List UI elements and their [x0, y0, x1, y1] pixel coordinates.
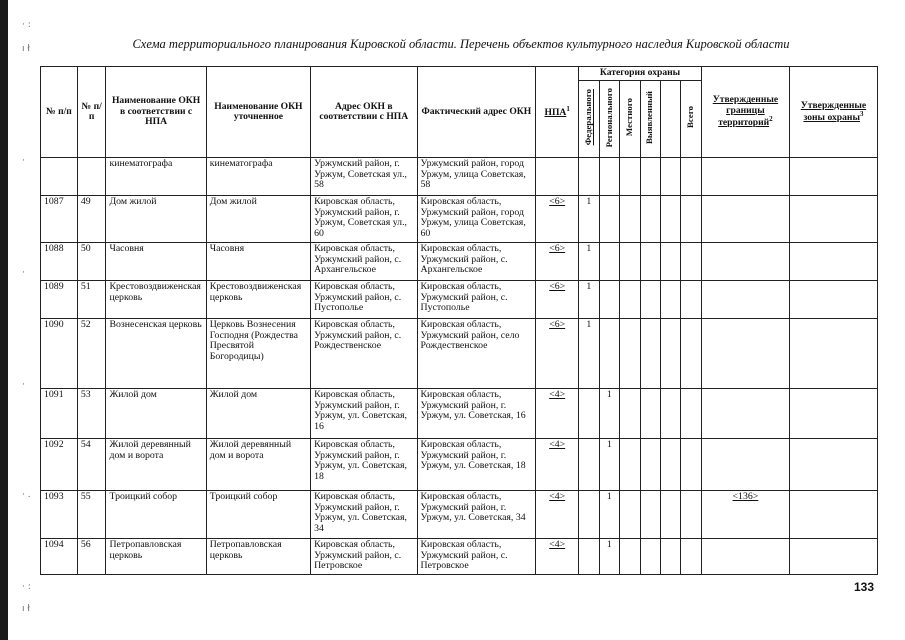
- cell-address-actual: Уржумский район, город Уржум, улица Советская, 58: [417, 158, 536, 196]
- cell-num-local: 54: [77, 439, 106, 491]
- table-row: [41, 196, 878, 243]
- cell-num: 1090: [41, 319, 78, 389]
- cell-npa: <4>: [536, 539, 579, 575]
- cell-federal: 1: [579, 319, 599, 389]
- cell-zones: [789, 196, 877, 243]
- cell-federal: 1: [579, 196, 599, 243]
- header-cat-local: Местного: [620, 81, 640, 158]
- cell-name-clarified: Троицкий собор: [206, 491, 310, 539]
- cell-identified: [640, 281, 660, 319]
- cell-num: 1092: [41, 439, 78, 491]
- cell-spacer: [660, 281, 680, 319]
- cell-local: [620, 319, 640, 389]
- cell-regional: [599, 243, 619, 281]
- table-row: [41, 439, 878, 491]
- cell-identified: [640, 243, 660, 281]
- cell-federal: 1: [579, 243, 599, 281]
- cell-regional: [599, 281, 619, 319]
- cell-num-local: [77, 158, 106, 196]
- cell-spacer: [660, 243, 680, 281]
- cell-name-npa: Часовня: [106, 243, 206, 281]
- cell-npa: <6>: [536, 196, 579, 243]
- cell-num-local: 53: [77, 389, 106, 439]
- cell-boundaries: [701, 196, 789, 243]
- cell-npa: <4>: [536, 491, 579, 539]
- heritage-objects-table: [40, 66, 878, 575]
- cell-address-npa: Кировская область, Уржумский район, г. Уржум, Советская ул., 60: [311, 196, 417, 243]
- cell-zones: [789, 389, 877, 439]
- cell-spacer: [660, 389, 680, 439]
- cell-boundaries: [701, 319, 789, 389]
- table-row: [41, 389, 878, 439]
- cell-federal: [579, 158, 599, 196]
- header-cat-identified: Выявленный: [640, 81, 660, 158]
- cell-boundaries: <136>: [701, 491, 789, 539]
- table-row: [41, 243, 878, 281]
- cell-spacer: [660, 196, 680, 243]
- cell-spacer: [660, 539, 680, 575]
- cell-local: [620, 539, 640, 575]
- header-address-npa: Адрес ОКН в соответствии с НПА: [311, 67, 417, 158]
- cell-identified: [640, 158, 660, 196]
- cell-npa: <6>: [536, 319, 579, 389]
- cell-local: [620, 389, 640, 439]
- header-num: № п/п: [41, 67, 78, 158]
- header-address-actual: Фактический адрес ОКН: [417, 67, 536, 158]
- cell-num-local: 51: [77, 281, 106, 319]
- cell-identified: [640, 319, 660, 389]
- cell-name-clarified: Дом жилой: [206, 196, 310, 243]
- cell-local: [620, 439, 640, 491]
- cell-local: [620, 491, 640, 539]
- cell-total: [681, 196, 702, 243]
- cell-name-clarified: Часовня: [206, 243, 310, 281]
- cell-regional: [599, 158, 619, 196]
- scan-edge: [0, 0, 8, 640]
- cell-zones: [789, 439, 877, 491]
- cell-address-npa: Кировская область, Уржумский район, г. Уржум, ул. Советская, 34: [311, 491, 417, 539]
- header-approved-boundaries: Утвержденные границы территорий$^2$: [701, 67, 789, 158]
- header-name-clarified: Наименование ОКН уточненное: [206, 67, 310, 158]
- cell-spacer: [660, 319, 680, 389]
- cell-local: [620, 281, 640, 319]
- cell-federal: [579, 491, 599, 539]
- table-row: [41, 319, 878, 389]
- cell-address-npa: Кировская область, Уржумский район, с. Рождественское: [311, 319, 417, 389]
- cell-zones: [789, 158, 877, 196]
- cell-name-clarified: Крестовоздвиженская церковь: [206, 281, 310, 319]
- cell-name-clarified: Церковь Вознесения Господня (Рождества Пресвятой Богородицы): [206, 319, 310, 389]
- cell-total: [681, 158, 702, 196]
- cell-num: 1088: [41, 243, 78, 281]
- header-category-group: Категория охраны: [579, 67, 702, 81]
- cell-address-actual: Кировская область, Уржумский район, с. Петровское: [417, 539, 536, 575]
- cell-address-actual: Кировская область, Уржумский район, г. Уржум, ул. Советская, 16: [417, 389, 536, 439]
- cell-name-clarified: Жилой дом: [206, 389, 310, 439]
- cell-spacer: [660, 158, 680, 196]
- cell-address-npa: Кировская область, Уржумский район, с. Пустополье: [311, 281, 417, 319]
- cell-num: 1089: [41, 281, 78, 319]
- cell-total: [681, 319, 702, 389]
- cell-regional: 1: [599, 491, 619, 539]
- cell-address-actual: Кировская область, Уржумский район, с. Архангельское: [417, 243, 536, 281]
- cell-federal: [579, 389, 599, 439]
- cell-num-local: 50: [77, 243, 106, 281]
- cell-num: 1087: [41, 196, 78, 243]
- cell-zones: [789, 281, 877, 319]
- cell-total: [681, 281, 702, 319]
- cell-local: [620, 243, 640, 281]
- cell-spacer: [660, 439, 680, 491]
- table-body: [41, 158, 878, 575]
- cell-name-npa: Жилой деревянный дом и ворота: [106, 439, 206, 491]
- cell-zones: [789, 539, 877, 575]
- cell-total: [681, 491, 702, 539]
- cell-num-local: 55: [77, 491, 106, 539]
- cell-total: [681, 539, 702, 575]
- table-row: [41, 491, 878, 539]
- cell-address-npa: Уржумский район, г. Уржум, Советская ул., 58: [311, 158, 417, 196]
- cell-name-npa: Троицкий собор: [106, 491, 206, 539]
- cell-regional: [599, 196, 619, 243]
- cell-address-npa: Кировская область, Уржумский район, г. Уржум, ул. Советская, 18: [311, 439, 417, 491]
- table-row: [41, 539, 878, 575]
- cell-name-npa: Жилой дом: [106, 389, 206, 439]
- cell-identified: [640, 539, 660, 575]
- cell-name-npa: Дом жилой: [106, 196, 206, 243]
- cell-address-actual: Кировская область, Уржумский район, село Рождественское: [417, 319, 536, 389]
- cell-address-actual: Кировская область, Уржумский район, г. Уржум, ул. Советская, 18: [417, 439, 536, 491]
- cell-npa: [536, 158, 579, 196]
- header-row-1: [41, 67, 878, 81]
- cell-name-npa: Крестовоздвиженская церковь: [106, 281, 206, 319]
- cell-zones: [789, 319, 877, 389]
- cell-num-local: 56: [77, 539, 106, 575]
- cell-identified: [640, 439, 660, 491]
- cell-regional: 1: [599, 439, 619, 491]
- cell-npa: <6>: [536, 243, 579, 281]
- cell-name-clarified: Петропавловская церковь: [206, 539, 310, 575]
- table-row: [41, 158, 878, 196]
- cell-boundaries: [701, 158, 789, 196]
- cell-boundaries: [701, 539, 789, 575]
- header-cat-regional: Регионального: [599, 81, 619, 158]
- cell-regional: [599, 319, 619, 389]
- cell-address-npa: Кировская область, Уржумский район, г. Уржум, ул. Советская, 16: [311, 389, 417, 439]
- cell-identified: [640, 389, 660, 439]
- cell-num: [41, 158, 78, 196]
- cell-npa: <4>: [536, 439, 579, 491]
- header-cat-spacer: [660, 81, 680, 158]
- scan-margin-marks: · : ı ł · · · · . · : ı ł: [22, 20, 31, 614]
- page-number: 133: [853, 580, 874, 594]
- header-approved-zones: Утвержденные зоны охраны$^3$: [789, 67, 877, 158]
- cell-local: [620, 158, 640, 196]
- cell-federal: [579, 539, 599, 575]
- cell-spacer: [660, 491, 680, 539]
- cell-name-npa: кинематографа: [106, 158, 206, 196]
- table-row: [41, 281, 878, 319]
- cell-name-npa: Вознесенская церковь: [106, 319, 206, 389]
- header-name-npa: Наименование ОКН в соответствии с НПА: [106, 67, 206, 158]
- cell-boundaries: [701, 281, 789, 319]
- cell-regional: 1: [599, 389, 619, 439]
- cell-npa: <4>: [536, 389, 579, 439]
- header-num-local: № п/п: [77, 67, 106, 158]
- cell-total: [681, 389, 702, 439]
- cell-num-local: 49: [77, 196, 106, 243]
- cell-address-actual: Кировская область, Уржумский район, г. Уржум, ул. Советская, 34: [417, 491, 536, 539]
- header-cat-federal: Федерального: [579, 81, 599, 158]
- document-title: Схема территориального планирования Кировской области. Перечень объектов культурного наследия Кировской области: [132, 37, 790, 51]
- cell-num: 1093: [41, 491, 78, 539]
- cell-local: [620, 196, 640, 243]
- cell-federal: 1: [579, 281, 599, 319]
- cell-npa: <6>: [536, 281, 579, 319]
- cell-num: 1091: [41, 389, 78, 439]
- cell-identified: [640, 491, 660, 539]
- cell-boundaries: [701, 439, 789, 491]
- cell-name-clarified: кинематографа: [206, 158, 310, 196]
- cell-name-clarified: Жилой деревянный дом и ворота: [206, 439, 310, 491]
- header-npa: НПА$^1$: [536, 67, 579, 158]
- cell-address-npa: Кировская область, Уржумский район, с. Архангельское: [311, 243, 417, 281]
- cell-name-npa: Петропавловская церковь: [106, 539, 206, 575]
- header-cat-total: Всего: [681, 81, 702, 158]
- cell-boundaries: [701, 389, 789, 439]
- cell-num: 1094: [41, 539, 78, 575]
- cell-address-npa: Кировская область, Уржумский район, с. Петровское: [311, 539, 417, 575]
- cell-federal: [579, 439, 599, 491]
- cell-zones: [789, 491, 877, 539]
- cell-total: [681, 243, 702, 281]
- cell-total: [681, 439, 702, 491]
- cell-address-actual: Кировская область, Уржумский район, город Уржум, улица Советская, 60: [417, 196, 536, 243]
- cell-num-local: 52: [77, 319, 106, 389]
- cell-zones: [789, 243, 877, 281]
- cell-address-actual: Кировская область, Уржумский район, с. Пустополье: [417, 281, 536, 319]
- cell-identified: [640, 196, 660, 243]
- cell-regional: 1: [599, 539, 619, 575]
- cell-boundaries: [701, 243, 789, 281]
